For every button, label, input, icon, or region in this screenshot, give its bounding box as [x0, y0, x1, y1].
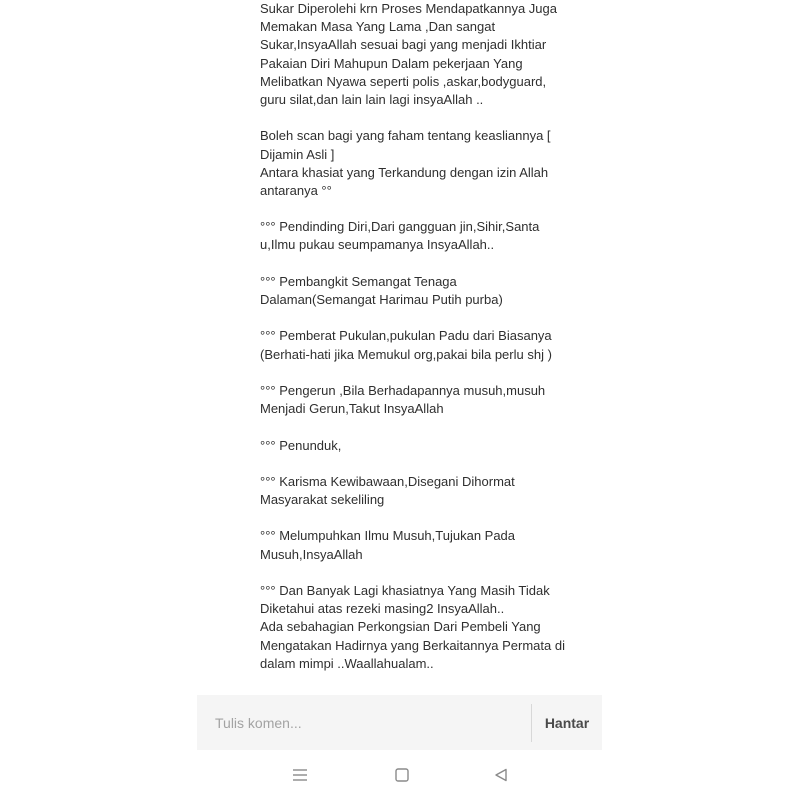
home-square-icon [394, 768, 410, 782]
post-text-line: Dijamin Asli ] [260, 146, 335, 162]
post-text-line: Menjadi Gerun,Takut InsyaAllah [260, 401, 444, 417]
post-text-line: °°° Pendinding Diri,Dari gangguan jin,Sihir,Santa [260, 219, 540, 235]
menu-icon [292, 768, 308, 782]
post-text-line: Mengatakan Hadirnya yang Berkaitannya Permata di [260, 637, 565, 653]
post-text-line: guru silat,dan lain lain lagi insyaAllah .. [260, 91, 484, 107]
back-button[interactable] [489, 763, 513, 787]
home-button[interactable] [390, 763, 414, 787]
paragraph-spacer [260, 564, 600, 582]
post-text-line: u,Ilmu pukau seumpamanya InsyaAllah.. [260, 237, 495, 253]
paragraph-spacer [260, 200, 600, 218]
paragraph-spacer [260, 109, 600, 127]
post-text-line: °°° Penunduk, [260, 437, 342, 453]
post-text-line: Pakaian Diri Mahupun Dalam pekerjaan Yang [260, 55, 523, 71]
post-text-line: °°° Karisma Kewibawaan,Disegani Dihormat [260, 473, 515, 489]
post-text-line: °°° Pemberat Pukulan,pukulan Padu dari Biasanya [260, 328, 552, 344]
paragraph-spacer [260, 309, 600, 327]
back-triangle-icon [493, 768, 509, 782]
paragraph-spacer [260, 509, 600, 527]
paragraph-spacer [260, 418, 600, 436]
post-text-line: Sukar Diperolehi krn Proses Mendapatkannya Juga [260, 1, 558, 16]
paragraph-spacer [260, 364, 600, 382]
paragraph-spacer [260, 255, 600, 273]
post-text-line: Masyarakat sekeliling [260, 492, 385, 508]
post-description [260, 0, 600, 673]
post-text-line: Sukar,InsyaAllah sesuai bagi yang menjadi Ikhtiar [260, 37, 547, 53]
post-text-line: Antara khasiat yang Terkandung dengan izin Allah [260, 164, 549, 180]
comment-input[interactable] [197, 705, 531, 741]
post-text-line: Ada sebahagian Perkongsian Dari Pembeli Yang [260, 619, 541, 635]
post-text-line: Musuh,InsyaAllah [260, 546, 363, 562]
post-text-line: °°° Melumpuhkan Ilmu Musuh,Tujukan Pada [260, 528, 516, 544]
system-navigation-bar [197, 755, 602, 795]
post-text-line: (Berhati-hati jika Memukul org,pakai bila perlu shj ) [260, 346, 552, 362]
post-text-line: °°° Dan Banyak Lagi khasiatnya Yang Masih Tidak [260, 583, 550, 598]
paragraph-spacer [260, 455, 600, 473]
post-text-line: Memakan Masa Yang Lama ,Dan sangat [260, 19, 496, 35]
send-comment-button[interactable]: Hantar [532, 695, 602, 750]
post-text-line: Melibatkan Nyawa seperti polis ,askar,bodyguard, [260, 73, 547, 89]
post-text-line: Dalaman(Semangat Harimau Putih purba) [260, 292, 503, 307]
post-text-line: °°° Pengerun ,Bila Berhadapannya musuh,musuh [260, 382, 546, 398]
post-text-line: Diketahui atas rezeki masing2 InsyaAllah.. [260, 601, 505, 617]
post-text-line: dalam mimpi ..Waallahualam.. [260, 655, 434, 671]
post-text-line: Boleh scan bagi yang faham tentang keasliannya [ [260, 128, 551, 144]
post-text-line: antaranya °° [260, 182, 332, 198]
post-text-line: °°° Pembangkit Semangat Tenaga [260, 273, 457, 289]
comment-bar [197, 695, 602, 750]
menu-button[interactable] [288, 763, 312, 787]
